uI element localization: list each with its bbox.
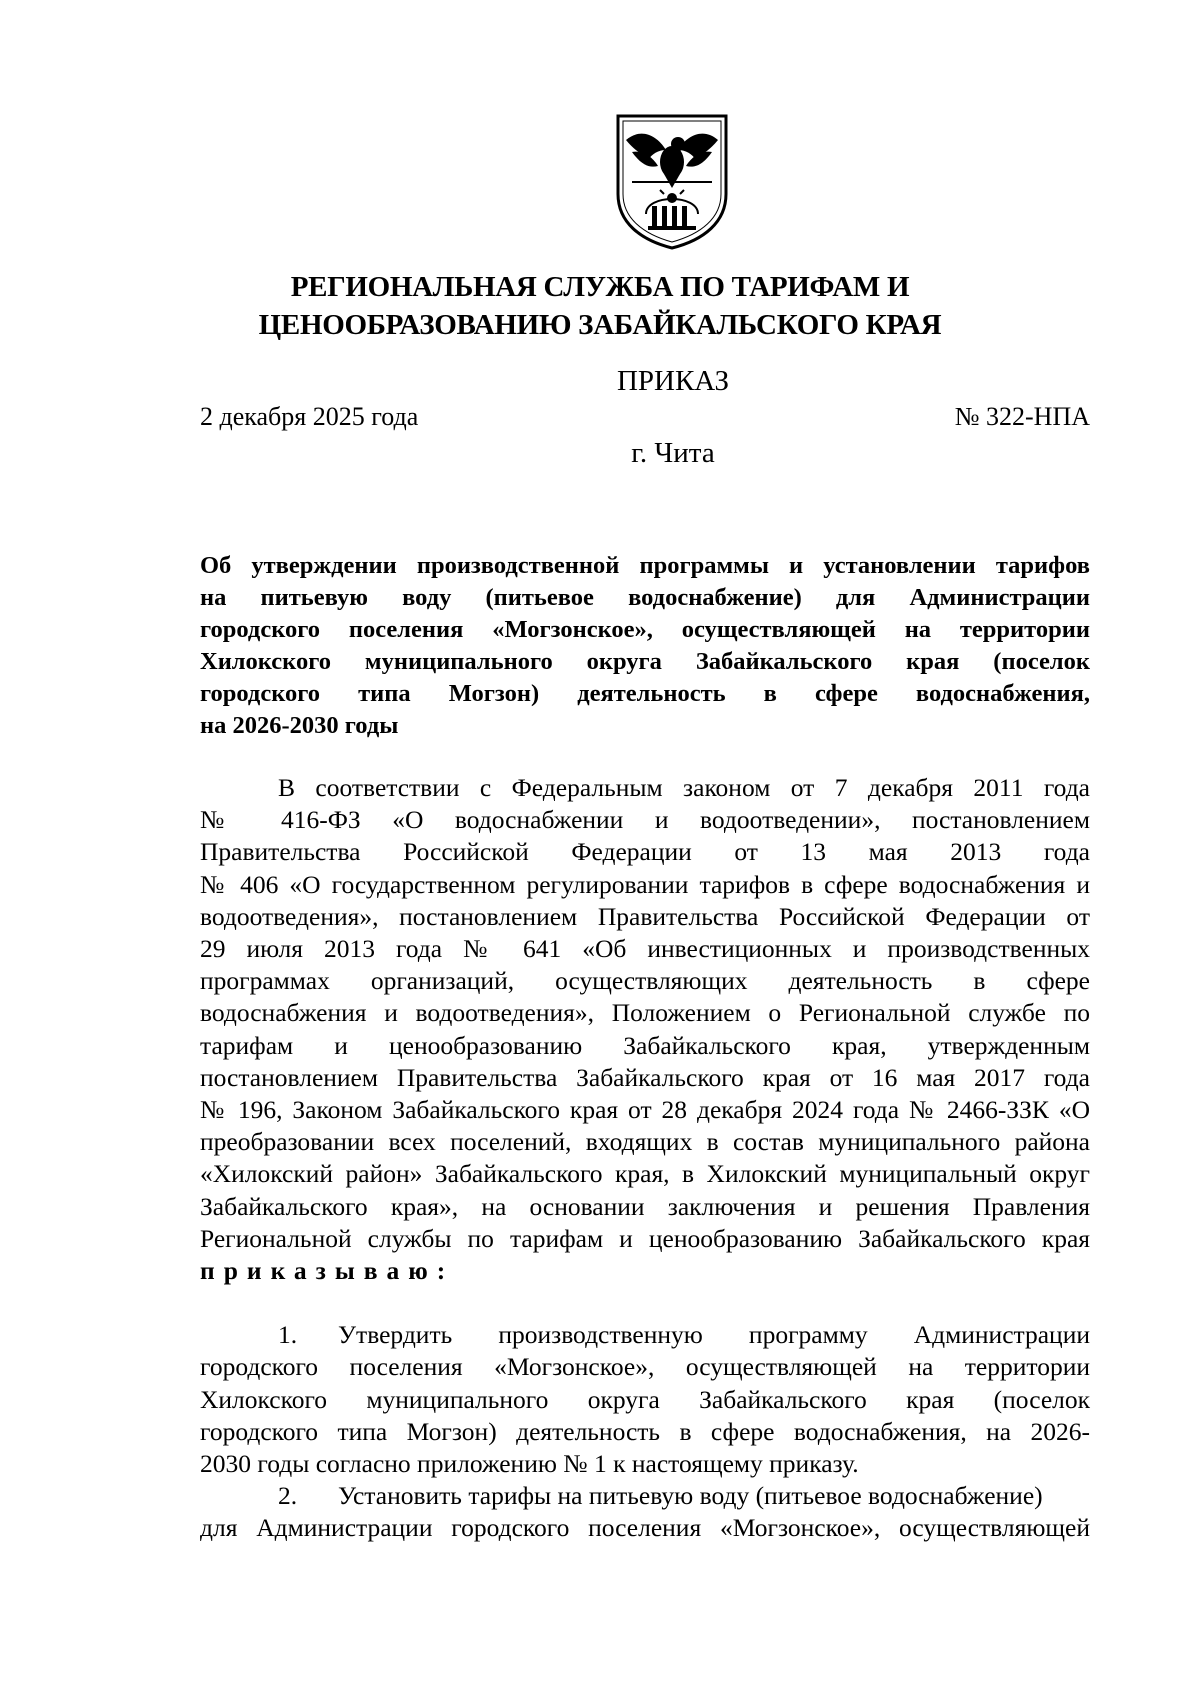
preamble-line: преобразовании всех поселений, входящих в состав муниципального района bbox=[200, 1127, 1090, 1157]
preamble-line: Правительства Российской Федерации от 13 мая 2013 года bbox=[200, 837, 1090, 867]
preamble-line: № 406 «О государственном регулировании тарифов в сфере водоснабжения и bbox=[200, 869, 1090, 899]
preamble-line: 29 июля 2013 года № 641 «Об инвестиционных и производственных bbox=[200, 934, 1090, 964]
order-item-2 bbox=[200, 1480, 1090, 1544]
heading-line: городского типа Могзон) деятельность в сфере водоснабжения, bbox=[200, 680, 1090, 707]
heading-line: городского поселения «Могзонское», осуществляющей на территории bbox=[200, 616, 1090, 643]
heading-line: на 2026-2030 годы bbox=[200, 712, 399, 739]
item-number: 2. bbox=[278, 1481, 298, 1511]
paragraph-gap bbox=[200, 1287, 1090, 1319]
document-city: г. Чита bbox=[631, 437, 715, 469]
heading-line: Хилокского муниципального округа Забайкальского края (поселок bbox=[200, 648, 1090, 675]
document-type: ПРИКАЗ bbox=[616, 365, 730, 397]
heading-line: на питьевую воду (питьевое водоснабжение) для Администрации bbox=[200, 584, 1090, 611]
organization-title bbox=[200, 268, 1000, 344]
preamble-line: «Хилокский район» Забайкальского края, в Хилокский муниципальный округ bbox=[200, 1159, 1090, 1189]
item-line: Хилокского муниципального округа Забайкальского края (поселок bbox=[200, 1384, 1090, 1414]
order-body bbox=[200, 772, 1090, 1545]
order-heading bbox=[200, 550, 1090, 742]
preamble-line: Региональной службы по тарифам и ценообразованию Забайкальского края bbox=[200, 1223, 1090, 1253]
preamble-line: водоотведения», постановлением Правительства Российской Федерации от bbox=[200, 901, 1090, 931]
item-line-text: Установить тарифы на питьевую воду (питьевое водоснабжение) bbox=[338, 1481, 1043, 1511]
organization-title-line: ЦЕНООБРАЗОВАНИЮ ЗАБАЙКАЛЬСКОГО КРАЯ bbox=[258, 309, 942, 341]
preamble-line: В соответствии с Федеральным законом от 7 декабря 2011 года bbox=[278, 773, 1090, 802]
heading-line: Об утверждении производственной программы и установлении тарифов bbox=[200, 552, 1090, 579]
item-line: городского поселения «Могзонское», осуществляющей на территории bbox=[200, 1352, 1090, 1382]
document-date: 2 декабря 2025 года bbox=[200, 402, 419, 431]
preamble-line: постановлением Правительства Забайкальского края от 16 мая 2017 года bbox=[200, 1062, 1090, 1092]
preamble-line: тарифам и ценообразованию Забайкальского края, утвержденным bbox=[200, 1030, 1090, 1060]
preamble-paragraph bbox=[200, 772, 1090, 1287]
order-word: приказываю: bbox=[200, 1256, 455, 1286]
coat-of-arms-emblem bbox=[612, 110, 732, 252]
preamble-line: программах организаций, осуществляющих деятельность в сфере bbox=[200, 966, 1090, 996]
preamble-line: № 416-ФЗ «О водоснабжении и водоотведении», постановлением bbox=[200, 805, 1090, 835]
item-first-line bbox=[200, 1319, 1090, 1351]
item-line: для Администрации городского поселения «Могзонское», осуществляющей bbox=[200, 1513, 1090, 1543]
item-line: 2030 годы согласно приложению № 1 к настоящему приказу. bbox=[200, 1449, 859, 1479]
item-first-line bbox=[200, 1480, 1090, 1512]
organization-title-line: РЕГИОНАЛЬНАЯ СЛУЖБА ПО ТАРИФАМ И bbox=[290, 271, 910, 303]
preamble-line: Забайкальского края», на основании заключения и решения Правления bbox=[200, 1191, 1090, 1221]
item-number: 1. bbox=[278, 1320, 298, 1350]
item-line-text: Утвердить производственную программу Администрации bbox=[338, 1320, 1090, 1350]
document-number: № 322-НПА bbox=[954, 402, 1090, 431]
order-item-1 bbox=[200, 1319, 1090, 1480]
preamble-line: № 196, Законом Забайкальского края от 28 декабря 2024 года № 2466-ЗЗК «О bbox=[200, 1095, 1090, 1125]
item-line: городского типа Могзон) деятельность в сфере водоснабжения, на 2026- bbox=[200, 1416, 1090, 1446]
preamble-line: водоснабжения и водоотведения», Положением о Региональной службе по bbox=[200, 998, 1090, 1028]
